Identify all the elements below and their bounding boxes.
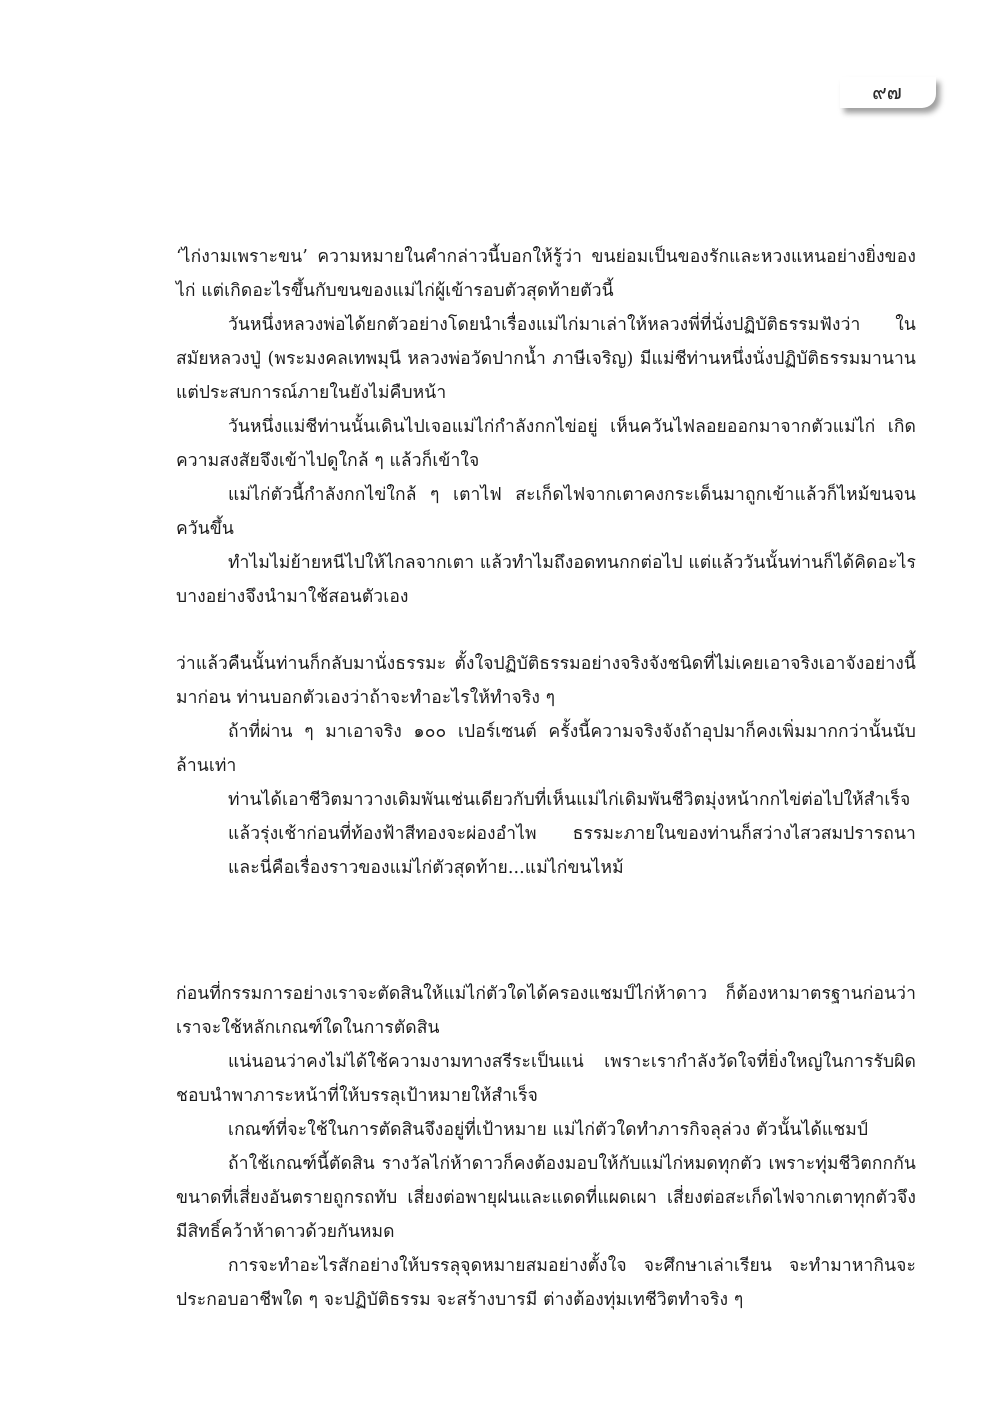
page-body xyxy=(176,240,916,1317)
paragraph: ท่านได้เอาชีวิตมาวางเดิมพันเช่นเดียวกับที่เห็นแม่ไก่เดิมพันชีวิตมุ่งหน้ากกไข่ต่อไปให้สำเร็จ แล้วรุ่งเช้าก่อนที่ท้องฟ้าสีทองจะผ่องอำไพ ธรรมะภายในของท่านก็สว่างไสวสมปรารถนา และนี่คือเรื่องราวของแม่ไก่ตัวสุดท้าย...แม่ไก่ขนไหม้ xyxy=(228,790,916,878)
section-golden-hen-intro xyxy=(176,240,916,614)
paragraph: วันหนึ่งหลวงพ่อได้ยกตัวอย่างโดยนำเรื่องแม่ไก่มาเล่าให้หลวงพี่ที่นั่งปฏิบัติธรรมฟังว่า ในสมัยหลวงปู่ (พระมงคลเทพมุนี หลวงพ่อวัดปากน้ำ ภาษีเจริญ) มีแม่ชีท่านหนึ่งนั่งปฏิบัติธรรมมานานแต่ประสบการณ์ภายในยังไม่คืบหน้า xyxy=(176,315,916,403)
paragraph: ก่อนที่กรรมการอย่างเราจะตัดสินให้แม่ไก่ตัวใดได้ครองแชมป์ไก่ห้าดาว ก็ต้องหามาตรฐานก่อนว่าเราจะใช้หลักเกณฑ์ใดในการตัดสิน xyxy=(176,984,916,1038)
paragraph: วันหนึ่งแม่ชีท่านนั้นเดินไปเจอแม่ไก่กำลังกกไข่อยู่ เห็นควันไฟลอยออกมาจากตัวแม่ไก่ เกิดความสงสัยจึงเข้าไปดูใกล้ ๆ แล้วก็เข้าใจ xyxy=(176,417,916,471)
page-number: ๙๗ xyxy=(872,80,902,104)
section-spacer xyxy=(176,614,916,647)
section-judging-criteria xyxy=(176,977,916,1317)
section-spacer xyxy=(176,885,916,977)
section-nun-practice xyxy=(176,647,916,885)
paragraph: การจะทำอะไรสักอย่างให้บรรลุจุดหมายสมอย่างตั้งใจ จะศึกษาเล่าเรียน จะทำมาหากินจะประกอบอาชีพใด ๆ จะปฏิบัติธรรม จะสร้างบารมี ต่างต้องทุ่มเทชีวิตทำจริง ๆ xyxy=(176,1256,916,1310)
paragraph: ทำไมไม่ย้ายหนีไปให้ไกลจากเตา แล้วทำไมถึงอดทนกกต่อไป แต่แล้ววันนั้นท่านก็ได้คิดอะไรบางอย่างจึงนำมาใช้สอนตัวเอง xyxy=(176,553,916,607)
paragraph: แม่ไก่ตัวนี้กำลังกกไข่ใกล้ ๆ เตาไฟ สะเก็ดไฟจากเตาคงกระเด็นมาถูกเข้าแล้วก็ไหม้ขนจนควันขึ้น xyxy=(176,485,916,539)
paragraph: ว่าแล้วคืนนั้นท่านก็กลับมานั่งธรรมะ ตั้งใจปฏิบัติธรรมอย่างจริงจังชนิดที่ไม่เคยเอาจริงเอาจังอย่างนี้มาก่อน ท่านบอกตัวเองว่าถ้าจะทำอะไรให้ทำจริง ๆ xyxy=(176,654,916,708)
paragraph: ‘ไก่งามเพราะขน’ ความหมายในคำกล่าวนี้บอกให้รู้ว่า ขนย่อมเป็นของรักและหวงแหนอย่างยิ่งของไก่ แต่เกิดอะไรขึ้นกับขนของแม่ไก่ผู้เข้ารอบตัวสุดท้ายตัวนี้ xyxy=(176,247,916,301)
paragraph: เกณฑ์ที่จะใช้ในการตัดสินจึงอยู่ที่เป้าหมาย แม่ไก่ตัวใดทำภารกิจลุล่วง ตัวนั้นได้แชมป์ xyxy=(228,1120,869,1140)
paragraph: ถ้าใช้เกณฑ์นี้ตัดสิน รางวัลไก่ห้าดาวก็คงต้องมอบให้กับแม่ไก่หมดทุกตัว เพราะทุ่มชีวิตกกกันขนาดที่เสี่ยงอันตรายถูกรถทับ เสี่ยงต่อพายุฝนและแดดที่แผดเผา เสี่ยงต่อสะเก็ดไฟจากเตาทุกตัวจึงมีสิทธิ์คว้าห้าดาวด้วยกันหมด xyxy=(176,1154,916,1242)
paragraph: แน่นอนว่าคงไม่ได้ใช้ความงามทางสรีระเป็นแน่ เพราะเรากำลังวัดใจที่ยิ่งใหญ่ในการรับผิดชอบนำพาภาระหน้าที่ให้บรรลุเป้าหมายให้สำเร็จ xyxy=(176,1052,916,1106)
paragraph: ถ้าที่ผ่าน ๆ มาเอาจริง ๑๐๐ เปอร์เซนต์ ครั้งนี้ความจริงจังถ้าอุปมาก็คงเพิ่มมากกว่านั้นนับล้านเท่า xyxy=(176,722,916,776)
